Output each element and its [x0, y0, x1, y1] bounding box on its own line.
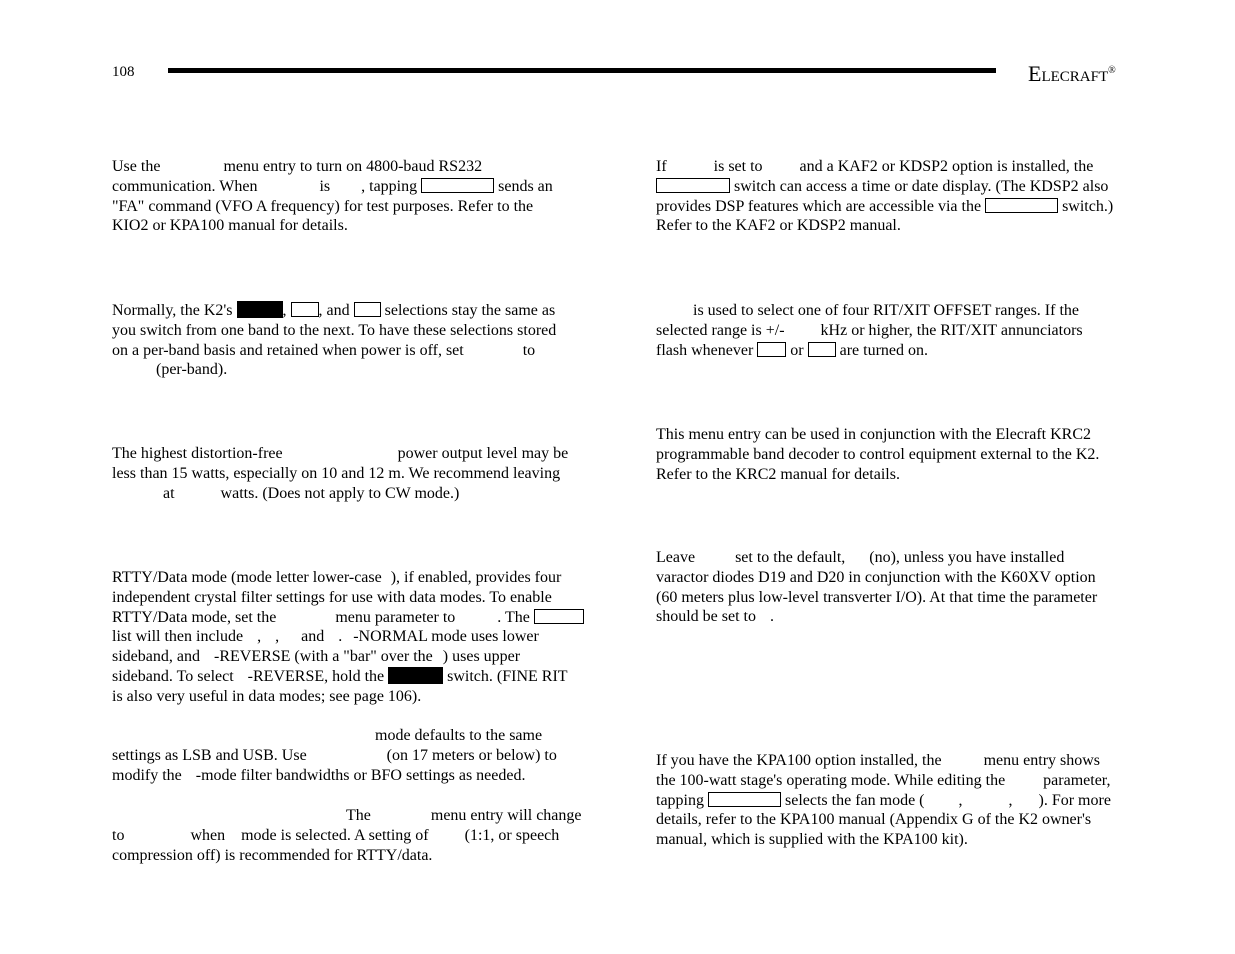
text: If you have the KPA100 option installed, the	[656, 752, 942, 769]
text: provides DSP features which are accessible via the	[656, 197, 982, 215]
text: watts. (Does not apply to CW mode.)	[220, 484, 460, 502]
text: The	[346, 807, 371, 824]
text: (on 17 meters or below) to	[386, 746, 557, 764]
text: . The	[497, 608, 530, 626]
left-paragraph-mode-defaults	[112, 726, 557, 785]
right-paragraph-kpa100	[656, 751, 1111, 850]
text: at	[163, 484, 175, 502]
text: when	[190, 826, 226, 844]
text: tapping	[656, 791, 704, 809]
brand-rest: LECRAFT	[1041, 69, 1109, 85]
text: mode is selected. A setting of	[241, 826, 429, 844]
left-paragraph-compression	[112, 806, 582, 865]
text: ,	[958, 791, 963, 809]
text: selections stay the same as	[384, 302, 556, 319]
lcd-segment-block	[237, 301, 283, 318]
text: (60 meters plus low-level transverter I/O). At that time the parameter	[656, 588, 1098, 606]
text: Refer to the KRC2 manual for details.	[656, 465, 900, 483]
text: If	[656, 158, 667, 175]
text: is used to select one of four RIT/XIT OFFSET ranges. If the	[693, 302, 1080, 319]
text: are turned on.	[839, 341, 929, 359]
text: ,	[282, 302, 287, 319]
left-paragraph-rtty	[112, 568, 584, 707]
text: less than 15 watts, especially on 10 and 12 m. We recommend leaving	[112, 464, 561, 482]
left-paragraph-power	[112, 444, 568, 503]
switch-key-box	[708, 792, 781, 807]
text: RTTY/Data mode (mode letter lower-case	[112, 569, 382, 586]
text: ). For more	[1038, 791, 1111, 809]
text: sends an	[498, 177, 553, 195]
switch-key-box	[757, 342, 786, 357]
text: kHz or higher, the RIT/XIT annunciators	[820, 321, 1083, 339]
text: The highest distortion-free	[112, 445, 283, 462]
text: communication. When	[112, 177, 258, 195]
text: modify the	[112, 766, 182, 784]
switch-key-box	[534, 609, 584, 624]
text: and	[301, 628, 325, 646]
text: selects the fan mode (	[785, 791, 925, 809]
text: is set to	[713, 158, 763, 175]
text: ) uses upper	[442, 648, 521, 666]
text: -REVERSE, hold the	[247, 667, 385, 685]
lcd-segment-block	[388, 667, 443, 684]
switch-key-box	[656, 178, 730, 193]
switch-key-box	[421, 178, 494, 193]
text: switch. (FINE RIT	[447, 667, 568, 685]
text: on a per-band basis and retained when power is off, set	[112, 341, 464, 359]
text: menu parameter to	[335, 608, 456, 626]
text: selected range is +/-	[656, 321, 785, 339]
text: switch can access a time or date display. (The KDSP2 also	[734, 177, 1109, 195]
text: to	[112, 826, 125, 844]
text: list will then include	[112, 628, 244, 646]
text: manual, which is supplied with the KPA100 kit).	[656, 831, 968, 849]
right-paragraph-rit-xit	[656, 301, 1083, 360]
text: you switch from one band to the next. To have these selections stored	[112, 321, 557, 339]
text: (no), unless you have installed	[869, 549, 1065, 566]
text: Normally, the K2's	[112, 302, 233, 319]
text: switch.)	[1062, 197, 1114, 215]
text: RTTY/Data mode, set the	[112, 608, 277, 626]
page-number: 108	[112, 64, 135, 80]
text: varactor diodes D19 and D20 in conjunction with the K60XV option	[656, 568, 1096, 586]
text: should be set to	[656, 608, 756, 626]
text: ,	[275, 628, 280, 646]
right-paragraph-kaf2	[656, 157, 1113, 236]
text: settings as LSB and USB. Use	[112, 746, 307, 764]
text: set to the default,	[735, 549, 846, 566]
text: -REVERSE (with a "bar" over the	[213, 648, 433, 666]
text: menu entry will change	[430, 807, 582, 824]
text: mode defaults to the same	[375, 727, 543, 744]
right-paragraph-varactor	[656, 548, 1097, 627]
text: (per-band).	[156, 361, 228, 379]
text: independent crystal filter settings for use with data modes. To enable	[112, 588, 552, 606]
text: is	[319, 177, 331, 195]
switch-key-box	[985, 198, 1058, 213]
text: "FA" command (VFO A frequency) for test purposes. Refer to the	[112, 197, 534, 215]
text: power output level may be	[397, 445, 569, 462]
text: , tapping	[361, 177, 418, 195]
switch-key-box	[808, 342, 836, 357]
header-rule	[168, 68, 996, 73]
text: or	[790, 341, 804, 359]
text: -mode filter bandwidths or BFO settings as needed.	[195, 766, 526, 784]
brand-initial: E	[1028, 61, 1042, 86]
switch-key-box	[291, 302, 319, 317]
text: to	[522, 341, 536, 359]
right-paragraph-krc2	[656, 425, 1099, 484]
text: the 100-watt stage's operating mode. While editing the	[656, 771, 1006, 789]
text: KIO2 or KPA100 manual for details.	[112, 217, 348, 235]
text: Use the	[112, 158, 161, 175]
text: Refer to the KAF2 or KDSP2 manual.	[656, 217, 901, 235]
left-paragraph-perband	[112, 301, 556, 380]
text: ), if enabled, provides four	[390, 569, 562, 586]
text: sideband. To select	[112, 667, 234, 685]
text: compression off) is recommended for RTTY/data.	[112, 846, 433, 864]
text: (1:1, or speech	[464, 826, 560, 844]
text: Leave	[656, 549, 696, 566]
text: This menu entry can be used in conjunction with the Elecraft KRC2	[656, 426, 1091, 443]
left-paragraph-rs232	[112, 157, 553, 236]
text: programmable band decoder to control equipment external to the K2.	[656, 445, 1100, 463]
text: sideband, and	[112, 648, 200, 666]
switch-key-box	[354, 302, 381, 317]
text: parameter,	[1043, 771, 1111, 789]
text: .	[770, 608, 774, 626]
text: ,	[257, 628, 262, 646]
text: , and	[318, 302, 350, 319]
text: flash whenever	[656, 341, 754, 359]
text: ,	[1008, 791, 1013, 809]
text: .	[338, 628, 343, 646]
text: menu entry to turn on 4800-baud RS232	[223, 158, 483, 175]
text: menu entry shows	[983, 752, 1101, 769]
text: -NORMAL mode uses lower	[353, 628, 539, 646]
text: details, refer to the KPA100 manual (Appendix G of the K2 owner's	[656, 811, 1092, 829]
text: and a KAF2 or KDSP2 option is installed, the	[799, 158, 1094, 175]
registered-mark: ®	[1108, 65, 1116, 76]
brand-logo	[1028, 60, 1116, 88]
text: is also very useful in data modes; see page 106).	[112, 687, 422, 705]
